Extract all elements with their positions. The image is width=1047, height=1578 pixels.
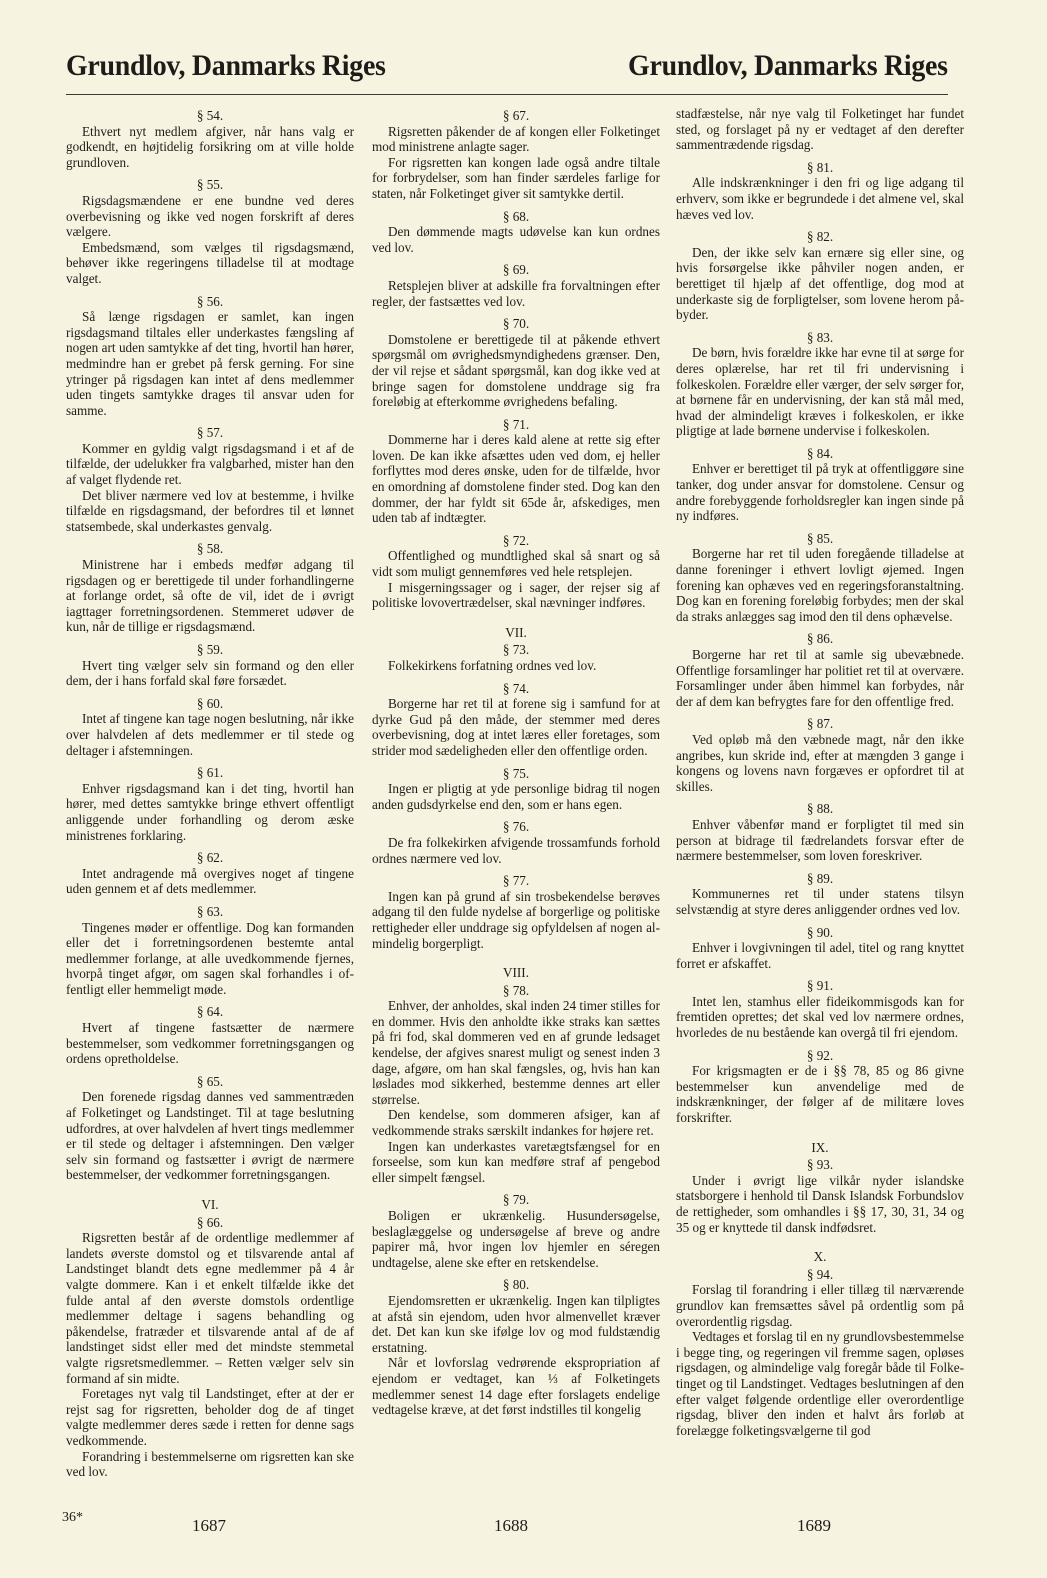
paragraph: Kommer en gyldig valgt rigsdagsmand i et af de tilfælde, der udelukker fra valgbarhed, mister han den af valget flydende ret. bbox=[66, 440, 354, 488]
section-number: § 91. bbox=[806, 978, 834, 994]
paragraph: Forandring i bestemmelserne om rigsretten kan ske ved lov. bbox=[66, 1448, 354, 1480]
section-number: § 87. bbox=[806, 716, 834, 732]
paragraph: Rigsdagsmændene er ene bundne ved deres overbevisning og ikke ved nogen forskrift af deres vælgere. bbox=[66, 192, 354, 240]
section-number: § 72. bbox=[502, 532, 530, 548]
section-number: § 58. bbox=[196, 541, 224, 557]
section-number: § 55. bbox=[196, 177, 224, 193]
page-number-1687: 1687 bbox=[192, 1516, 226, 1535]
section-number: § 62. bbox=[196, 850, 224, 866]
paragraph: Foretages nyt valg til Landstinget, efter at der er rejst sag for rigsretten, beholder dog de af tinget valgte medlemmer deres sæde i retten for denne sags vedkommende. bbox=[66, 1386, 354, 1448]
section-number: § 54. bbox=[196, 108, 224, 123]
section-number: § 57. bbox=[196, 425, 224, 441]
section-number: § 60. bbox=[196, 695, 224, 711]
section-number: § 69. bbox=[502, 262, 530, 278]
section-number: § 75. bbox=[502, 765, 530, 781]
paragraph: For krigsmagten er de i §§ 78, 85 og 86 givne bestemmelser kun anvendelige med de indskrænkninger, der følger af de militære loves forskrifter. bbox=[676, 1063, 964, 1126]
signature-mark: 36* bbox=[62, 1510, 83, 1525]
paragraph: For rigsretten kan kongen lade også andre tiltale for forbrydelser, som han finder særdeles farlige for staten, når Folketinget giver sit samtykke dertil. bbox=[372, 154, 660, 201]
section-number: § 65. bbox=[196, 1073, 224, 1089]
paragraph: Intet andragende må overgives noget af tingene uden gennem et af dets medlemmer. bbox=[66, 865, 354, 897]
section-number: § 71. bbox=[502, 416, 530, 432]
paragraph: Alle indskrænkninger i den fri og lige adgang til erhverv, som ikke er begrundede i det almene vel, skal hæves ved lov. bbox=[676, 175, 964, 222]
paragraph: Ministrene har i embeds medfør adgang til rigsdagen og er berettigede til under forhandlingerne at forlange ordet, så ofte de vil, idet de i øvrigt iagttager forretningsordenen. Stemmeret udøver de kun, når de tillige er rigsdagsmænd. bbox=[66, 557, 354, 635]
paragraph: Hvert ting vælger selv sin formand og den eller dem, der i hans forfald skal føre forsædet. bbox=[66, 657, 354, 689]
chapter-heading: VII. bbox=[505, 624, 527, 640]
section-number: § 81. bbox=[806, 159, 834, 175]
paragraph: Enhver er berettiget til på tryk at offentliggøre sine tanker, dog under ansvar for domstolene. Censur og andre forebyggende forholdsregler kan ingen sinde på ny indføres. bbox=[676, 461, 964, 524]
paragraph: Så længe rigsdagen er samlet, kan ingen rigsdagsmand tiltales eller underkastes fængsling af nogen art uden samtykke af det ting, hvortil han hører, medmindre han er grebet på fersk gerning. For sine ytringer på rigsdagen kan intet af dens medlemmer uden tingets samtykke drages til ansvar uden for samme. bbox=[66, 309, 354, 418]
paragraph: Hvert af tingene fastsætter de nærmere bestemmelser, som vedkommer forretningsgangen og ordens opretholdelse. bbox=[66, 1020, 354, 1067]
paragraph: De fra folkekirken afvigende trossamfunds forhold ordnes nærmere ved lov. bbox=[372, 834, 660, 866]
paragraph: Borgerne har ret til at forene sig i samfund for at dyrke Gud på den måde, der stemmer med deres overbevisning, dog at intet læres eller foretages, som strider mod sædeligheden eller den offentlige orden. bbox=[372, 696, 660, 758]
section-number: § 70. bbox=[502, 316, 530, 332]
paragraph: Retsplejen bliver at adskille fra forvaltningen efter regler, der fastsættes ved lov. bbox=[372, 277, 660, 309]
section-number: § 90. bbox=[806, 924, 834, 940]
paragraph: Det bliver nærmere ved lov at bestemme, i hvilke tilfælde en rigsdagsmand, der befordres til et lønnet statsembede, skal underkastes genvalg. bbox=[66, 487, 354, 534]
section-number: § 86. bbox=[806, 631, 834, 647]
paragraph: Ethvert nyt medlem afgiver, når hans valg er godkendt, en højtidelig forsikring om at ville holde grundloven. bbox=[66, 123, 354, 170]
text-column-3 bbox=[676, 106, 964, 1438]
section-number: § 89. bbox=[806, 870, 834, 886]
text-column-2 bbox=[372, 106, 660, 1418]
paragraph: Den forenede rigsdag dannes ved sammentræden af Folketinget og Landstinget. Til at tage beslutning udfordres, at over halvdelen af hvert tings medlemmer er til stede og deltager i afstemningen. Den vælger selv sin formand og fastsætter i øvrigt de nærmere bestemmelser, der vedkommer forretningsgangen. bbox=[66, 1089, 354, 1183]
page-number-1689: 1689 bbox=[797, 1516, 831, 1535]
section-number: § 84. bbox=[806, 445, 834, 461]
running-head-left: Grundlov, Danmarks Riges bbox=[66, 49, 386, 82]
section-number: § 59. bbox=[196, 642, 224, 657]
paragraph: Ejendomsretten er ukrænkelig. Ingen kan tilpligtes at afstå sin ejendom, uden hvor almenvellet kræver det. Det kan kun ske ifølge lov og mod fuldstændig erstatning. bbox=[372, 1292, 660, 1355]
section-number: § 92. bbox=[806, 1047, 834, 1063]
paragraph: Rigsretten består af de ordentlige medlemmer af landets øverste domstol og et tilsvarende antal af Landstinget blandt dets egne medlemmer på 4 år valgte dommere. Kan i et enkelt tilfælde ikke det fulde antal af den øverste domstols ordentlige medlemmer deltage i sagens behandling og påkendelse, fratræder et tilsvarende antal af de af landstinget sidst eller med det mindste stemmetal valgte rigsretsmedlemmer. – Retten vælger selv sin formand af sin midte. bbox=[66, 1230, 354, 1386]
chapter-heading: VI. bbox=[201, 1197, 219, 1212]
section-number: § 64. bbox=[196, 1004, 224, 1020]
section-number: § 82. bbox=[806, 229, 834, 245]
section-number: § 78. bbox=[502, 982, 530, 998]
paragraph: Dommerne har i deres kald alene at rette sig efter loven. De kan ikke afsættes uden ved dom, ej heller forflyttes mod deres ønske, uden for de tilfælde, hvor en omordning af domstolene finder sted. Dog kan den dommer, der har fyldt sit 65de år, afskediges, men uden tab af indtægter. bbox=[372, 432, 660, 526]
section-number: § 74. bbox=[502, 680, 530, 696]
paragraph: Intet len, stamhus eller fideikommisgods kan for fremtiden oprettes; det skal ved lov nærmere ordnes, hvorledes de nu bestående kan overgå til fri ejendom. bbox=[676, 993, 964, 1041]
section-number: § 56. bbox=[196, 293, 224, 309]
paragraph: Borgerne har ret til uden foregående tilladelse at danne foreninger i ethvert lovligt øjemed. Ingen forening kan ophæves ved en regeringsforanstaltning. Dog kan en forening foreløbig forbydes; men der skal da straks anlægges sag imod den til dens ophævelse. bbox=[676, 546, 964, 624]
section-number: § 63. bbox=[196, 903, 224, 919]
paragraph: Enhver rigsdagsmand kan i det ting, hvortil han hører, med dettes samtykke bringe ethvert offentligt anliggende under forhandling og derom æske ministrenes forklaring. bbox=[66, 780, 354, 843]
page-header bbox=[66, 46, 948, 95]
paragraph: Folkekirkens forfatning ordnes ved lov. bbox=[388, 658, 597, 673]
section-number: § 79. bbox=[502, 1192, 530, 1208]
section-number: § 61. bbox=[196, 765, 224, 781]
paragraph: Embedsmænd, som vælges til rigsdagsmænd, behøver ikke regeringens tilladelse til at modtage valget. bbox=[66, 239, 354, 286]
paragraph: I misgerningssager og i sager, der rejser sig af politiske lovovertrædelser, skal nævninger indføres. bbox=[372, 579, 660, 611]
paragraph: Boligen er ukrænkelig. Husundersøgelse, beslaglæggelse og undersøgelse af breve og andre papirer må, hvor ingen lov hjemler en séregen undtagelse, alene ske efter en retskendelse. bbox=[372, 1208, 660, 1270]
paragraph: Enhver i lovgivningen til adel, titel og rang knyttet forret er afskaffet. bbox=[676, 940, 964, 971]
paragraph: Intet af tingene kan tage nogen beslutning, når ikke over halvdelen af dets medlemmer er til stede og deltager i afstemningen. bbox=[66, 711, 354, 758]
section-number: § 68. bbox=[502, 208, 530, 224]
chapter-heading: VIII. bbox=[503, 965, 529, 981]
paragraph-continued: stadfæstelse, når nye valg til Folketinget har fundet sted, og forslaget på ny er vedtaget af den derefter sammentrædende rigsdag. bbox=[676, 106, 964, 153]
paragraph: Ved opløb må den væbnede magt, når den ikke angribes, kun skride ind, efter at mængden 3 gange i kongens og lovens navn forgæves er opfordret til at skilles. bbox=[676, 731, 964, 794]
paragraph: Den dømmende magts udøvelse kan kun ordnes ved lov. bbox=[372, 224, 660, 255]
paragraph: Den kendelse, som dommeren afsiger, kan af vedkommende straks særskilt indankes for højere ret. bbox=[372, 1107, 660, 1139]
paragraph: Når et lovforslag vedrørende ekspropriation af ejendom er vedtaget, kan ⅓ af Folketingets medlemmer senest 14 dage efter forslagets endelige vedtagelse kræve, at det først indstilles til kongelig bbox=[372, 1355, 660, 1418]
paragraph: Den, der ikke selv kan ernære sig eller sine, og hvis forsørgelse ikke påhviler nogen anden, er berettiget til hjælp af det offentlige, dog mod at underkaste sig de forpligtelser, som lovene herom påbyder. bbox=[676, 244, 964, 323]
paragraph: Domstolene er berettigede til at påkende ethvert spørgsmål om øvrighedsmyndighedens grænser. Den, der vil rejse et sådant spørgsmål, kan dog ikke ved at bringe sagen for domstolene unddrage sig fra foreløbig at efterkomme øvrighedens befaling. bbox=[372, 331, 660, 410]
section-number: § 88. bbox=[806, 801, 834, 817]
section-number: § 80. bbox=[502, 1277, 530, 1293]
section-number: § 77. bbox=[502, 873, 530, 889]
section-number: § 93. bbox=[806, 1157, 834, 1173]
paragraph: Forslag til forandring i eller tillæg til nærværende grundlov kan fremsættes såvel på ordentlig som på overordentlig rigsdag. bbox=[676, 1282, 964, 1329]
paragraph: Offentlighed og mundtlighed skal så snart og så vidt som muligt gennemføres ved hele retsplejen. bbox=[372, 548, 660, 580]
paragraph: Tingenes møder er offentlige. Dog kan formanden eller det i forretningsordenen bestemte antal medlemmer forlange, at alle uvedkommende fjernes, hvorpå tinget afgør, om sagen skal forhandles i offentligt eller hemmeligt møde. bbox=[66, 919, 354, 997]
section-number: § 83. bbox=[806, 329, 834, 345]
paragraph: Enhver, der anholdes, skal inden 24 timer stilles for en dommer. Hvis den anholdte ikke straks kan sættes på fri fod, skal dommeren ved en af grunde ledsaget kendelse, der afgives snarest muligt og senest inden 3 dage, afgøre, om han skal fængsles, og, hvis han kan løslades mod sikkerhed, bestemme dennes art eller størrelse. bbox=[372, 998, 660, 1107]
paragraph: Enhver våbenfør mand er forpligtet til med sin person at bidrage til fædrelandets forsvar efter de nærmere bestemmelser, som loven foreskriver. bbox=[676, 816, 964, 864]
section-number: § 73. bbox=[502, 642, 530, 658]
paragraph: Borgerne har ret til at samle sig ubevæbnede. Offentlige forsamlinger har politiet ret til at overvære. Forsamlinger under åben himmel kan forbydes, når der af dem kan befrygtes fare for den offentlige fred. bbox=[676, 647, 964, 709]
paragraph: Ingen kan på grund af sin trosbekendelse berøves adgang til den fulde nydelse af borgerlige og politiske rettigheder eller unddrage sig opfyldelsen af nogen almindelig borgerpligt. bbox=[372, 888, 660, 951]
text-column-1 bbox=[66, 106, 354, 1480]
paragraph: Ingen kan underkastes varetægtsfængsel for en forseelse, som kun kan medføre straf af pengebod eller simpelt fængsel. bbox=[372, 1138, 660, 1185]
paragraph: De børn, hvis forældre ikke har evne til at sørge for deres oplærelse, har ret til fri undervisning i folkeskolen. Forældre eller værger, der selv sørger for, at børnene får en undervisning, der kan stå mål med, hvad der almindeligt kræves i folkeskolen, er ikke pligtige at lade børnene undervise i folkeskolen. bbox=[676, 345, 964, 439]
chapter-heading: X. bbox=[813, 1249, 827, 1265]
page-number-1688: 1688 bbox=[494, 1516, 528, 1535]
chapter-heading: IX. bbox=[811, 1139, 829, 1155]
section-number: § 66. bbox=[196, 1214, 224, 1230]
paragraph: Under i øvrigt lige vilkår nyder islandske statsborgere i henhold til Dansk Islandsk Forbundslov de rettigheder, som omhandles i §§ 17, 30, 31, 34 og 35 og er knyttede til dansk indfødsret. bbox=[676, 1172, 964, 1235]
section-number: § 67. bbox=[502, 108, 530, 123]
paragraph: Kommunernes ret til under statens tilsyn selvstændig at styre deres anliggender ordnes ved lov. bbox=[676, 886, 964, 917]
paragraph: Ingen er pligtig at yde personlige bidrag til nogen anden gudsdyrkelse end den, som er hans egen. bbox=[372, 781, 660, 812]
running-head-right: Grundlov, Danmarks Riges bbox=[628, 49, 948, 82]
section-number: § 94. bbox=[806, 1266, 834, 1282]
paragraph: Rigsretten påkender de af kongen eller Folketinget mod ministrene anlagte sager. bbox=[372, 123, 660, 155]
section-number: § 76. bbox=[502, 819, 530, 835]
paragraph: Vedtages et forslag til en ny grundlovsbestemmelse i begge ting, og regeringen vil fremme sagen, opløses rigsdagen, og almindelige valg foregår både til Folketinget og til Landstinget. Vedtages beslutningen af den efter valget følgende ordentlige eller overordentlige rigsdag, bliver den inden et halvt års forløb at forelægge folketingsvælgerne til god bbox=[676, 1329, 964, 1438]
section-number: § 85. bbox=[806, 530, 834, 546]
